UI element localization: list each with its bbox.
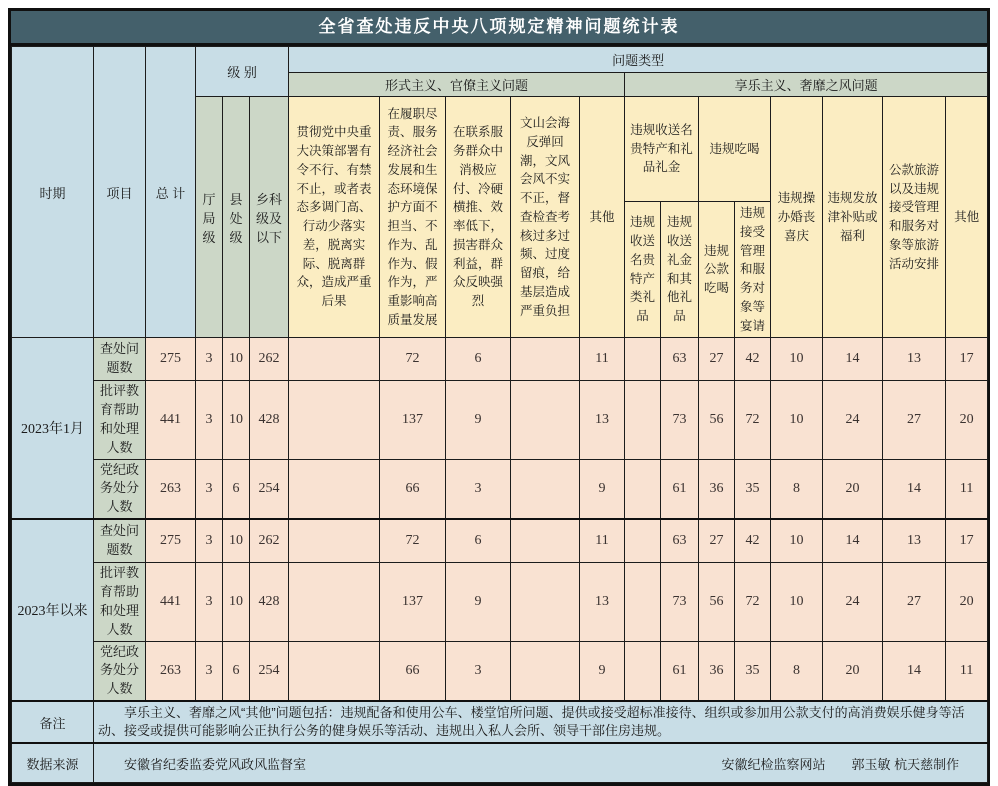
data-cell: 3 bbox=[196, 519, 223, 563]
source-label: 数据来源 bbox=[12, 743, 94, 783]
data-cell: 73 bbox=[661, 563, 699, 641]
data-cell: 42 bbox=[735, 338, 771, 381]
table-row bbox=[12, 338, 988, 381]
data-cell bbox=[625, 641, 661, 701]
col-header-formalism-4: 文山会海反弹回潮，文风会风不实不正，督查检查考核过多过频、过度留痕，给基层造成严重负担 bbox=[511, 97, 580, 338]
data-cell bbox=[511, 641, 580, 701]
group-header-formalism: 形式主义、官僚主义问题 bbox=[289, 73, 625, 97]
data-cell: 10 bbox=[223, 563, 250, 641]
col-header-gifts-group: 违规收送名贵特产和礼品礼金 bbox=[625, 97, 699, 202]
col-header-dining-banquets: 违规接受管理和服务对象等宴请 bbox=[735, 202, 771, 338]
data-cell: 10 bbox=[223, 381, 250, 459]
data-cell: 9 bbox=[446, 381, 511, 459]
source-makers: 郭玉敏 杭天慈制作 bbox=[851, 756, 960, 772]
col-header-level-township: 乡科级及以下 bbox=[250, 97, 289, 338]
data-cell: 42 bbox=[735, 519, 771, 563]
data-cell: 254 bbox=[250, 641, 289, 701]
data-cell: 3 bbox=[446, 641, 511, 701]
col-header-level: 级 别 bbox=[196, 47, 289, 97]
data-cell: 263 bbox=[146, 641, 196, 701]
row-label: 党纪政务处分人数 bbox=[94, 641, 146, 701]
data-cell: 275 bbox=[146, 338, 196, 381]
data-cell: 61 bbox=[661, 459, 699, 519]
data-cell: 10 bbox=[223, 519, 250, 563]
source-content-cell bbox=[94, 743, 988, 783]
remark-text-cell bbox=[94, 701, 988, 743]
data-cell: 3 bbox=[446, 459, 511, 519]
data-cell bbox=[511, 563, 580, 641]
data-cell: 72 bbox=[380, 519, 446, 563]
col-header-public-travel: 公款旅游以及违规接受管理和服务对象等旅游活动安排 bbox=[883, 97, 946, 338]
row-label: 批评教育帮助和处理人数 bbox=[94, 381, 146, 459]
col-header-dining-public-funds: 违规公款吃喝 bbox=[699, 202, 735, 338]
data-cell: 428 bbox=[250, 563, 289, 641]
data-cell: 8 bbox=[771, 641, 823, 701]
data-cell: 6 bbox=[446, 338, 511, 381]
data-cell: 27 bbox=[883, 381, 946, 459]
data-cell: 20 bbox=[823, 459, 883, 519]
col-header-formalism-2: 在履职尽责、服务经济社会发展和生态环境保护方面不担当、不作为、乱作为、假作为，严重影响高质量发展 bbox=[380, 97, 446, 338]
data-cell: 6 bbox=[223, 459, 250, 519]
data-cell: 3 bbox=[196, 563, 223, 641]
data-cell: 275 bbox=[146, 519, 196, 563]
data-cell: 27 bbox=[883, 563, 946, 641]
data-cell: 441 bbox=[146, 381, 196, 459]
period-label: 2023年以来 bbox=[12, 519, 94, 701]
source-credits bbox=[722, 754, 960, 773]
table-title: 全省查处违反中央八项规定精神问题统计表 bbox=[11, 11, 987, 46]
data-cell: 20 bbox=[823, 641, 883, 701]
data-cell: 27 bbox=[699, 338, 735, 381]
data-cell: 66 bbox=[380, 459, 446, 519]
data-cell bbox=[625, 338, 661, 381]
data-cell: 56 bbox=[699, 381, 735, 459]
data-cell: 24 bbox=[823, 381, 883, 459]
col-header-gifts-specialty: 违规收送名贵特产类礼品 bbox=[625, 202, 661, 338]
data-cell bbox=[625, 519, 661, 563]
table-row bbox=[12, 641, 988, 701]
data-cell bbox=[289, 563, 380, 641]
data-cell: 3 bbox=[196, 641, 223, 701]
data-cell bbox=[289, 381, 380, 459]
row-label: 批评教育帮助和处理人数 bbox=[94, 563, 146, 641]
col-header-gifts-cash: 违规收送礼金和其他礼品 bbox=[661, 202, 699, 338]
data-cell: 137 bbox=[380, 381, 446, 459]
data-cell: 8 bbox=[771, 459, 823, 519]
table-row bbox=[12, 459, 988, 519]
data-cell: 10 bbox=[771, 563, 823, 641]
data-cell: 3 bbox=[196, 338, 223, 381]
data-cell bbox=[289, 338, 380, 381]
col-header-total: 总 计 bbox=[146, 47, 196, 338]
data-cell: 13 bbox=[883, 338, 946, 381]
data-cell bbox=[289, 519, 380, 563]
data-cell: 56 bbox=[699, 563, 735, 641]
data-cell bbox=[625, 381, 661, 459]
data-cell: 36 bbox=[699, 641, 735, 701]
data-cell: 441 bbox=[146, 563, 196, 641]
data-cell: 262 bbox=[250, 338, 289, 381]
data-cell: 9 bbox=[580, 641, 625, 701]
data-cell: 72 bbox=[735, 563, 771, 641]
data-cell: 17 bbox=[946, 519, 988, 563]
data-cell: 72 bbox=[735, 381, 771, 459]
col-header-problem-type: 问题类型 bbox=[289, 47, 988, 73]
col-header-weddings-funerals: 违规操办婚丧喜庆 bbox=[771, 97, 823, 338]
data-cell: 24 bbox=[823, 563, 883, 641]
source-content bbox=[96, 754, 985, 773]
data-cell: 14 bbox=[823, 519, 883, 563]
data-cell: 6 bbox=[223, 641, 250, 701]
data-cell: 428 bbox=[250, 381, 289, 459]
table-row bbox=[12, 563, 988, 641]
data-cell: 3 bbox=[196, 381, 223, 459]
data-cell bbox=[511, 459, 580, 519]
data-cell: 9 bbox=[446, 563, 511, 641]
table-header bbox=[12, 47, 988, 338]
col-header-allowances: 违规发放津补贴或福利 bbox=[823, 97, 883, 338]
statistics-table bbox=[8, 8, 990, 786]
data-cell: 3 bbox=[196, 459, 223, 519]
data-cell: 254 bbox=[250, 459, 289, 519]
data-cell: 11 bbox=[946, 459, 988, 519]
table-row bbox=[12, 381, 988, 459]
source-org: 安徽省纪委监委党风政风监督室 bbox=[124, 756, 307, 772]
data-cell: 35 bbox=[735, 459, 771, 519]
data-cell: 36 bbox=[699, 459, 735, 519]
col-header-dining-group: 违规吃喝 bbox=[699, 97, 771, 202]
data-cell: 14 bbox=[883, 641, 946, 701]
data-cell: 11 bbox=[946, 641, 988, 701]
table-footer bbox=[12, 701, 988, 783]
data-cell: 61 bbox=[661, 641, 699, 701]
data-cell: 14 bbox=[823, 338, 883, 381]
col-header-item: 项目 bbox=[94, 47, 146, 338]
remark-row bbox=[12, 701, 988, 743]
source-site: 安徽纪检监察网站 bbox=[721, 756, 826, 772]
data-cell bbox=[289, 459, 380, 519]
data-cell: 9 bbox=[580, 459, 625, 519]
data-cell: 10 bbox=[771, 519, 823, 563]
data-cell: 13 bbox=[580, 563, 625, 641]
data-cell: 14 bbox=[883, 459, 946, 519]
data-cell bbox=[625, 459, 661, 519]
data-cell: 73 bbox=[661, 381, 699, 459]
period-label: 2023年1月 bbox=[12, 338, 94, 519]
table-row bbox=[12, 519, 988, 563]
data-cell: 72 bbox=[380, 338, 446, 381]
row-label: 查处问题数 bbox=[94, 519, 146, 563]
data-cell: 262 bbox=[250, 519, 289, 563]
remark-text: 享乐主义、奢靡之风“其他”问题包括：违规配备和使用公车、楼堂馆所问题、提供或接受超标准接待、组织或参加用公款支付的高消费娱乐健身等活动、接受或提供可能影响公正执行公务的健身娱乐等活动、违规出入私人会所、领导干部住房违规。 bbox=[98, 705, 965, 739]
col-header-level-county: 县处级 bbox=[223, 97, 250, 338]
data-cell: 263 bbox=[146, 459, 196, 519]
col-header-period: 时期 bbox=[12, 47, 94, 338]
col-header-level-dept: 厅局级 bbox=[196, 97, 223, 338]
data-cell: 35 bbox=[735, 641, 771, 701]
data-cell: 66 bbox=[380, 641, 446, 701]
data-cell: 13 bbox=[580, 381, 625, 459]
data-cell: 13 bbox=[883, 519, 946, 563]
data-cell bbox=[625, 563, 661, 641]
data-cell: 63 bbox=[661, 519, 699, 563]
data-cell: 10 bbox=[771, 338, 823, 381]
header-row-1 bbox=[12, 47, 988, 73]
data-cell: 20 bbox=[946, 563, 988, 641]
data-cell: 63 bbox=[661, 338, 699, 381]
data-cell: 6 bbox=[446, 519, 511, 563]
data-cell: 17 bbox=[946, 338, 988, 381]
group-header-hedonism: 享乐主义、奢靡之风问题 bbox=[625, 73, 988, 97]
data-cell: 27 bbox=[699, 519, 735, 563]
data-cell bbox=[511, 338, 580, 381]
row-label: 查处问题数 bbox=[94, 338, 146, 381]
table-body bbox=[12, 338, 988, 701]
col-header-formalism-3: 在联系服务群众中消极应付、冷硬横推、效率低下，损害群众利益，群众反映强烈 bbox=[446, 97, 511, 338]
data-cell bbox=[511, 519, 580, 563]
data-cell: 11 bbox=[580, 338, 625, 381]
row-label: 党纪政务处分人数 bbox=[94, 459, 146, 519]
col-header-formalism-1: 贯彻党中央重大决策部署有令不行、有禁不止，或者表态多调门高、行动少落实差，脱离实际、脱离群众，造成严重后果 bbox=[289, 97, 380, 338]
remark-label: 备注 bbox=[12, 701, 94, 743]
col-header-formalism-other: 其他 bbox=[580, 97, 625, 338]
data-cell: 10 bbox=[771, 381, 823, 459]
data-cell: 10 bbox=[223, 338, 250, 381]
data-cell bbox=[511, 381, 580, 459]
data-cell: 137 bbox=[380, 563, 446, 641]
source-row bbox=[12, 743, 988, 783]
data-cell bbox=[289, 641, 380, 701]
data-cell: 20 bbox=[946, 381, 988, 459]
data-cell: 11 bbox=[580, 519, 625, 563]
data-grid bbox=[11, 46, 988, 783]
col-header-hedonism-other: 其他 bbox=[946, 97, 988, 338]
